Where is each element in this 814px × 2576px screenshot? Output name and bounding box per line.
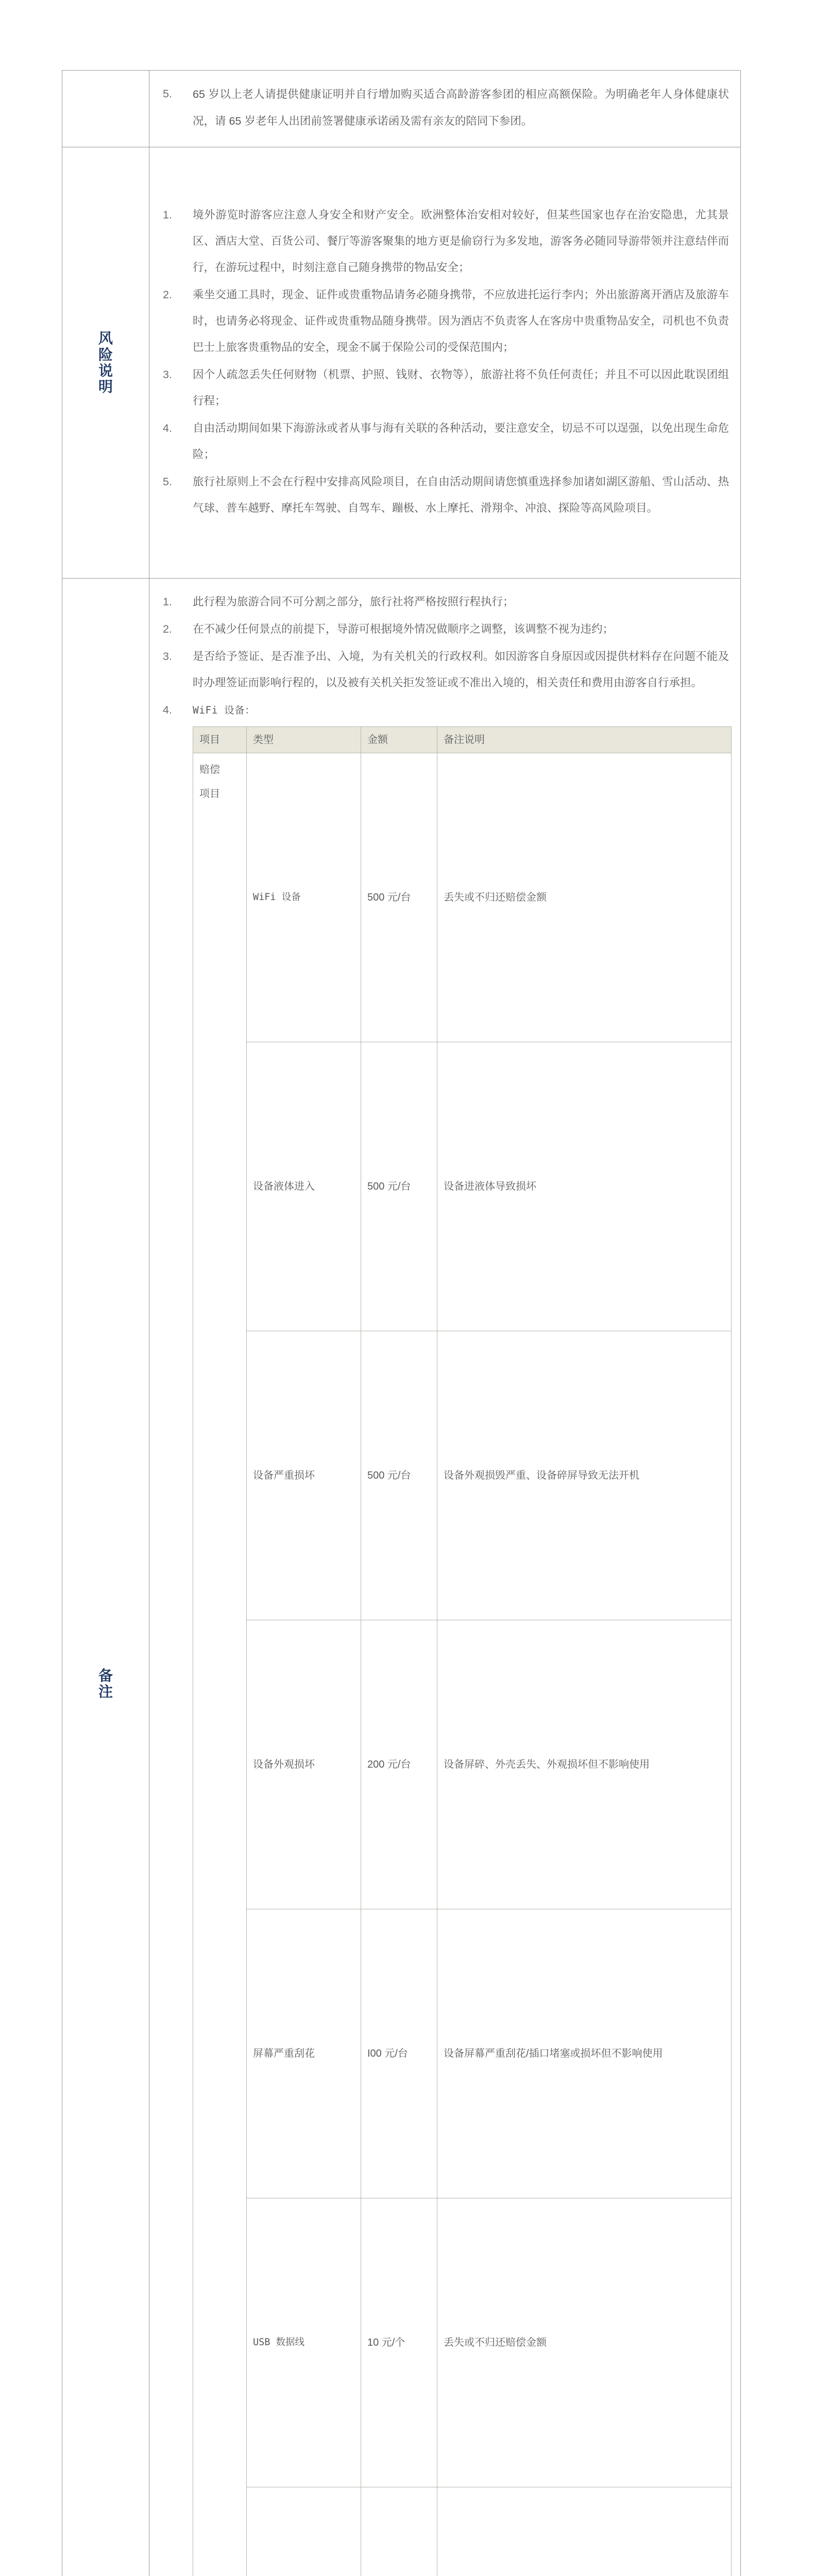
clause-text: 是否给予签证、是否准予出、入境，为有关机关的行政权利。如因游客自身原因或因提供材料存在问题不能及时办理签证而影响行程的，以及被有关机关拒发签证或不准出入境的，相关责任和费用由游客自行承担。 [193, 643, 729, 696]
wifi-cell-amount: 500 元/台 [361, 1042, 437, 1331]
clause-item [159, 697, 729, 723]
wifi-cell-type: WiFi 设备 [247, 753, 361, 1042]
clause-text: 境外游览时游客应注意人身安全和财产安全。欧洲整体治安相对较好，但某些国家也存在治安隐患，尤其景区、酒店大堂、百货公司、餐厅等游客聚集的地方更是偷窃行为多发地，游客务必随同导游带领并注意结伴而行，在游玩过程中，时刻注意自己随身携带的物品安全； [193, 202, 729, 281]
clause-item [159, 202, 729, 281]
clause-text: 此行程为旅游合同不可分割之部分，旅行社将严格按照行程执行； [193, 589, 729, 615]
wifi-cell-type: 设备液体进入 [247, 1042, 361, 1331]
wifi-cell-type: 设备严重损坏 [247, 1331, 361, 1620]
wifi-col-header-amount: 金额 [361, 727, 437, 753]
clause-item [159, 643, 729, 696]
section-body-risk-notice [149, 147, 741, 579]
wifi-cell-type: 屏幕严重刮花 [247, 1909, 361, 2198]
wifi-group-label [193, 753, 247, 2576]
section-label-remarks [62, 579, 149, 2576]
clause-number: 4. [163, 697, 183, 723]
wifi-cell-amount [361, 2487, 437, 2576]
clause-text: 乘坐交通工具时，现金、证件或贵重物品请务必随身携带，不应放进托运行李内；外出旅游离开酒店及旅游车时，也请务必将现金、证件或贵重物品随身携带。因为酒店不负责客人在客房中贵重物品安全，司机也不负责巴士上旅客贵重物品的安全，现金不属于保险公司的受保范围内； [193, 282, 729, 361]
wifi-col-header-remark: 备注说明 [437, 727, 732, 753]
wifi-col-header-type: 类型 [247, 727, 361, 753]
clause-text: 旅行社原则上不会在行程中安排高风险项目，在自由活动期间请您慎重选择参加诸如湖区游船、雪山活动、热气球、普车越野、摩托车驾驶、自驾车、蹦极、水上摩托、滑翔伞、冲浪、探险等高风险项目。 [193, 469, 729, 521]
wifi-cell-remark: 设备屏碎、外壳丢失、外观损坏但不影响使用 [437, 1620, 732, 1909]
clause-item [159, 469, 729, 521]
clause-item [159, 616, 729, 642]
wifi-cell-amount: 500 元/台 [361, 1331, 437, 1620]
clause-number: 3. [163, 362, 183, 388]
wifi-cell-remark: 丢失或不归还赔偿金额 [437, 753, 732, 1042]
clause-number: 5. [163, 469, 183, 495]
clause-item [159, 282, 729, 361]
wifi-compensation-table [193, 726, 732, 2576]
wifi-cell-remark: 设备外观损毁严重、设备碎屏导致无法开机 [437, 1331, 732, 1620]
clause-text: 在不减少任何景点的前提下，导游可根据境外情况做顺序之调整，该调整不视为违约； [193, 616, 729, 642]
wifi-table-row [193, 2198, 732, 2487]
wifi-table-row [193, 1620, 732, 1909]
section-label-risk-notice [62, 147, 149, 579]
section-body-remarks [149, 579, 741, 2576]
wifi-group-label-line: 项目 [199, 788, 220, 800]
clause-item [159, 415, 729, 468]
clause-item [159, 81, 729, 134]
wifi-cell-amount: 10 元/个 [361, 2198, 437, 2487]
table-row-remarks [62, 579, 741, 2576]
clause-text-wifi-heading: WiFi 设备： [193, 697, 729, 723]
clause-text: 65 岁以上老人请提供健康证明并自行增加购买适合高龄游客参团的相应高额保险。为明确老年人身体健康状况，请 65 岁老年人出团前签署健康承诺函及需有亲友的陪同下参团。 [193, 81, 729, 134]
wifi-cell-type: 设备外观损坏 [247, 1620, 361, 1909]
wifi-table-row [193, 1042, 732, 1331]
wifi-cell-remark: 设备屏幕严重刮花/插口堵塞或损坏但不影响使用 [437, 1909, 732, 2198]
clause-number: 2. [163, 282, 183, 308]
section-label-char: 备 [98, 1668, 113, 1684]
clause-item [159, 362, 729, 414]
wifi-cell-amount: 200 元/台 [361, 1620, 437, 1909]
contract-terms-table [62, 70, 741, 2576]
wifi-table-header-row [193, 727, 732, 753]
clause-list-continuation [159, 81, 729, 134]
table-row-risk-notice [62, 147, 741, 579]
wifi-group-label-line: 赔偿 [199, 764, 220, 775]
section-label-empty [62, 71, 149, 147]
section-label-char: 风 [98, 330, 113, 346]
section-label-char: 明 [98, 379, 113, 395]
wifi-col-header-item: 项目 [193, 727, 247, 753]
clause-number: 1. [163, 589, 183, 615]
clause-number: 2. [163, 616, 183, 642]
wifi-cell-type [247, 2487, 361, 2576]
clause-text: 因个人疏忽丢失任何财物（机票、护照、钱财、衣物等），旅游社将不负任何责任；并且不可以因此耽误团组行程； [193, 362, 729, 414]
section-label-char: 注 [98, 1684, 113, 1700]
wifi-table-row [193, 1331, 732, 1620]
section-label-char: 险 [98, 347, 113, 363]
clause-number: 4. [163, 415, 183, 442]
clause-item [159, 589, 729, 615]
wifi-table-row [193, 2487, 732, 2576]
wifi-cell-remark [437, 2487, 732, 2576]
wifi-cell-remark: 丢失或不归还赔偿金额 [437, 2198, 732, 2487]
table-row-continuation [62, 71, 741, 147]
section-label-char: 说 [98, 363, 113, 379]
clause-number: 1. [163, 202, 183, 228]
clause-list-risk [159, 202, 729, 521]
wifi-cell-amount: 500 元/台 [361, 753, 437, 1042]
section-body-continuation [149, 71, 741, 147]
document-page [0, 0, 814, 1153]
section-label-text-remarks [98, 1668, 113, 1700]
wifi-cell-type: USB 数据线 [247, 2198, 361, 2487]
clause-text: 自由活动期间如果下海游泳或者从事与海有关联的各种活动，要注意安全，切忌不可以逞强，以免出现生命危险； [193, 415, 729, 468]
wifi-table-row [193, 753, 732, 1042]
clause-number: 5. [163, 81, 183, 107]
wifi-table-row [193, 1909, 732, 2198]
clause-number: 3. [163, 643, 183, 670]
wifi-cell-amount: I00 元/台 [361, 1909, 437, 2198]
section-label-text-risk [98, 330, 113, 395]
wifi-cell-remark: 设备进液体导致损坏 [437, 1042, 732, 1331]
clause-list-remarks [159, 589, 729, 723]
